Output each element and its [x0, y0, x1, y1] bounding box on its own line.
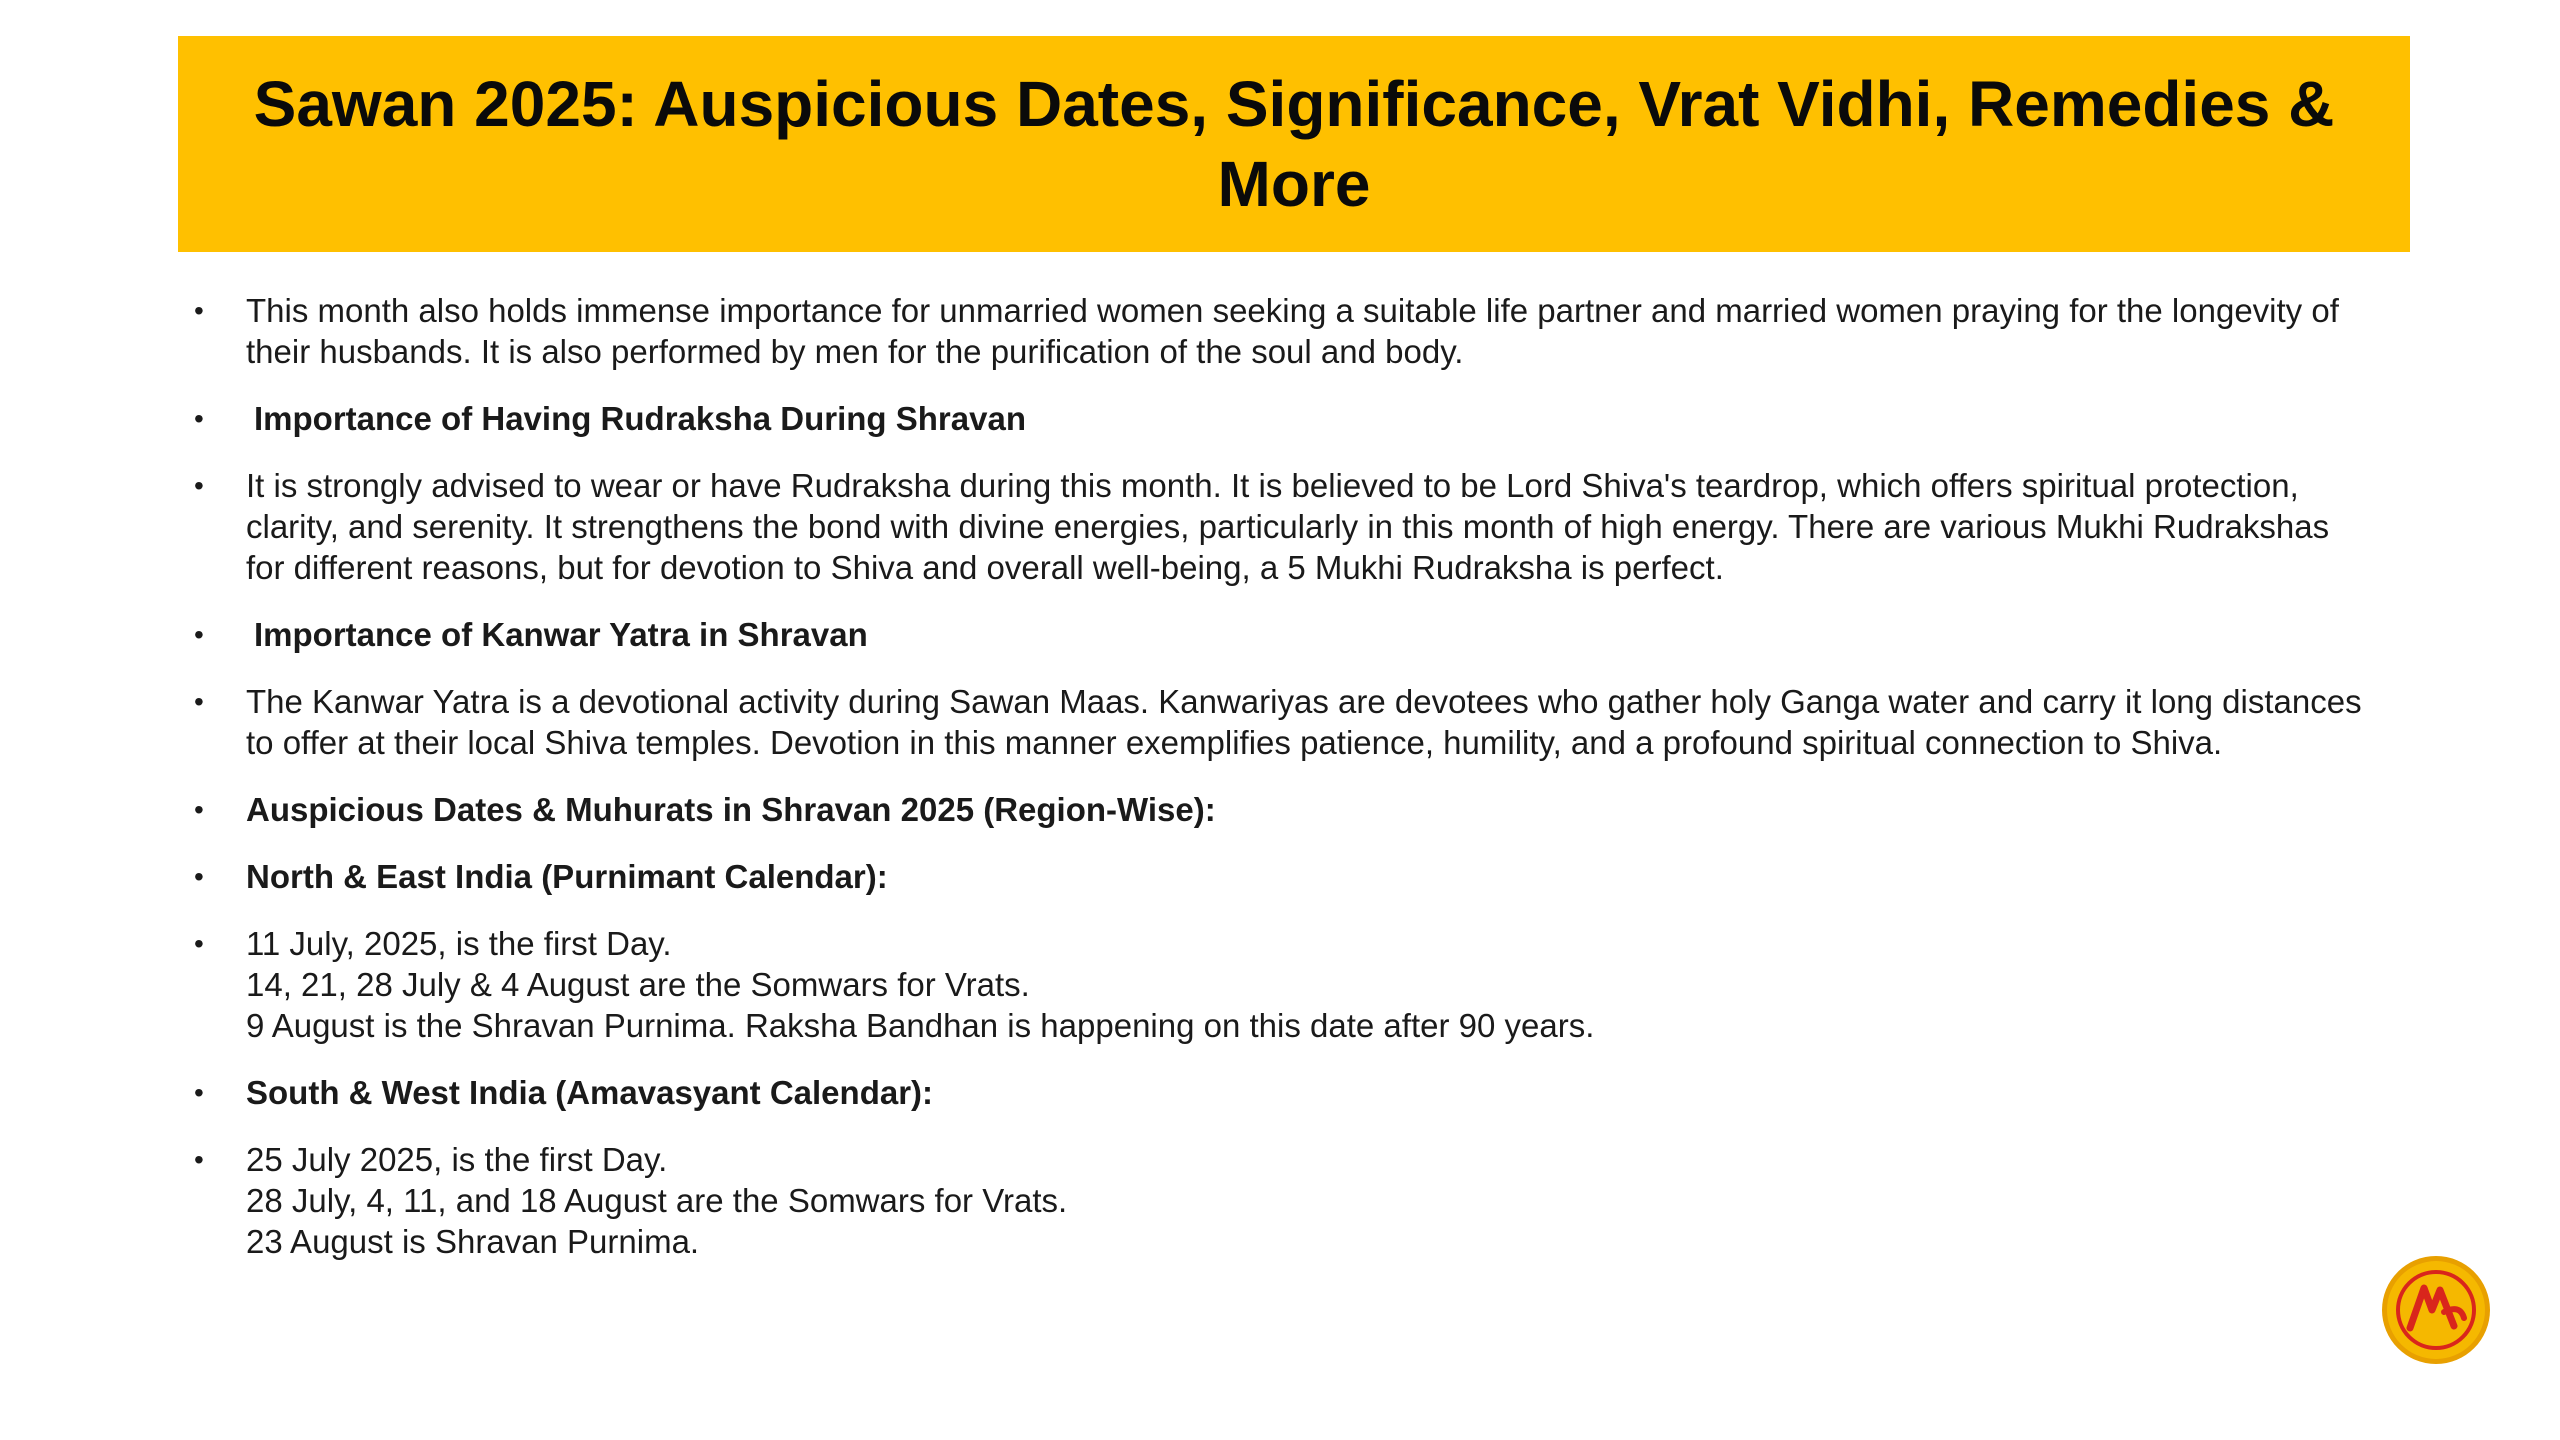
- bullet-dot: •: [194, 861, 204, 892]
- slide-title: Sawan 2025: Auspicious Dates, Significance, Vrat Vidhi, Remedies & More: [253, 68, 2335, 220]
- heading-rudraksha: Importance of Having Rudraksha During Shravan: [254, 400, 1026, 437]
- title-banner: [178, 36, 2410, 252]
- section-heading: [190, 856, 2370, 897]
- bullet-dot: •: [194, 1077, 204, 1108]
- section-heading: [190, 398, 2370, 439]
- bullet-dot: •: [194, 794, 204, 825]
- date-line: 9 August is the Shravan Purnima. Raksha Bandhan is happening on this date after 90 years.: [246, 1007, 1595, 1044]
- list-item: [190, 1139, 2370, 1262]
- bullet-list: [190, 290, 2370, 1262]
- logo-fill: [2387, 1261, 2485, 1359]
- bullet-text: This month also holds immense importance for unmarried women seeking a suitable life partner and married women praying for the longevity of their husbands. It is also performed by men for the purification of the soul and body.: [246, 292, 2339, 370]
- brand-logo-icon: [2380, 1254, 2492, 1366]
- bullet-text: [246, 1139, 2370, 1262]
- heading-auspicious-dates: Auspicious Dates & Muhurats in Shravan 2025 (Region-Wise):: [246, 791, 1216, 828]
- bullet-dot: •: [194, 295, 204, 326]
- bullet-dot: •: [194, 470, 204, 501]
- section-heading: [190, 789, 2370, 830]
- heading-north-east-india: North & East India (Purnimant Calendar):: [246, 858, 888, 895]
- logo-svg: [2380, 1254, 2492, 1366]
- date-line: 25 July 2025, is the first Day.: [246, 1141, 668, 1178]
- date-line: 28 July, 4, 11, and 18 August are the Somwars for Vrats.: [246, 1182, 1068, 1219]
- date-line: 23 August is Shravan Purnima.: [246, 1223, 700, 1260]
- heading-kanwar-yatra: Importance of Kanwar Yatra in Shravan: [254, 616, 868, 653]
- list-item: [190, 465, 2370, 588]
- bullet-text: The Kanwar Yatra is a devotional activity during Sawan Maas. Kanwariyas are devotees who gather holy Ganga water and carry it long distances to offer at their local Shiva temples. Devotion in this manner exemplifies patience, humility, and a profound spiritual connection to Shiva.: [246, 683, 2362, 761]
- bullet-dot: •: [194, 403, 204, 434]
- list-item: [190, 681, 2370, 763]
- bullet-text: [246, 923, 2370, 1046]
- date-line: 14, 21, 28 July & 4 August are the Somwars for Vrats.: [246, 966, 1030, 1003]
- bullet-text: It is strongly advised to wear or have Rudraksha during this month. It is believed to be Lord Shiva's teardrop, which offers spiritual protection, clarity, and serenity. It strengthens the bond with divine energies, particularly in this month of high energy. There are various Mukhi Rudrakshas for different reasons, but for devotion to Shiva and overall well-being, a 5 Mukhi Rudraksha is perfect.: [246, 467, 2330, 586]
- bullet-dot: •: [194, 1144, 204, 1175]
- heading-south-west-india: South & West India (Amavasyant Calendar):: [246, 1074, 934, 1111]
- list-item: [190, 290, 2370, 372]
- bullet-dot: •: [194, 686, 204, 717]
- bullet-dot: •: [194, 619, 204, 650]
- bullet-dot: •: [194, 928, 204, 959]
- section-heading: [190, 1072, 2370, 1113]
- list-item: [190, 923, 2370, 1046]
- date-line: 11 July, 2025, is the first Day.: [246, 925, 672, 962]
- section-heading: [190, 614, 2370, 655]
- slide-content: [190, 290, 2370, 1288]
